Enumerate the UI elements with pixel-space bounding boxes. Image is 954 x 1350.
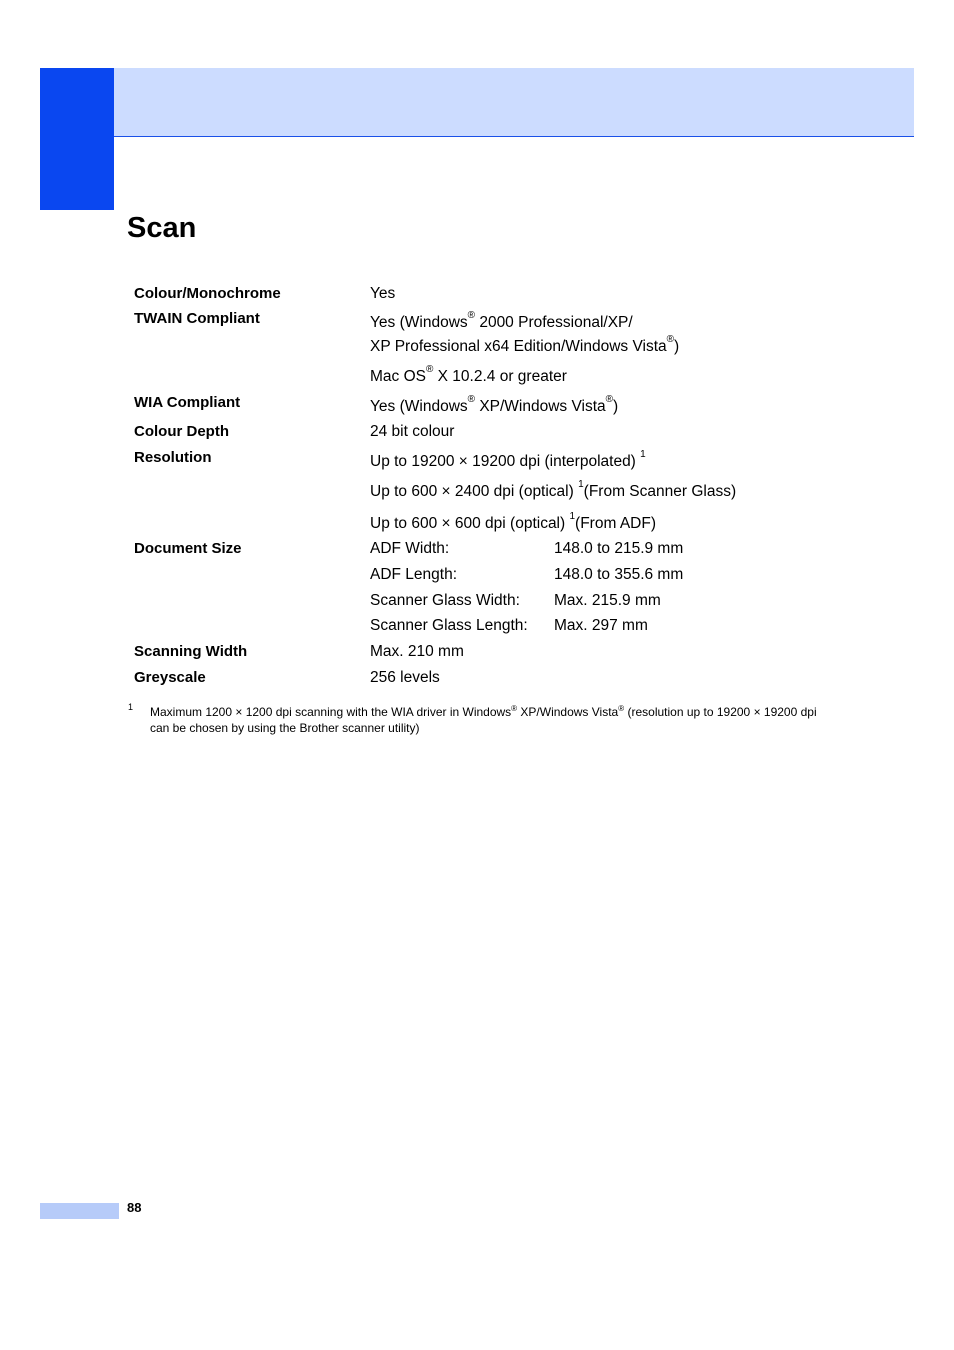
- page-number-bar: [40, 1203, 119, 1219]
- greyscale-value: 256 levels: [370, 669, 440, 686]
- footnote-text: Maximum 1200 × 1200 dpi scanning with the WIA driver in Windows® XP/Windows Vista® (resolution up to 19200 × 19200 dpi can be chosen by using the Brother scanner utility): [150, 704, 817, 735]
- twain-value-line3: Mac OS® X 10.2.4 or greater: [370, 364, 567, 385]
- docsize-name: Scanner Glass Length:: [370, 617, 528, 634]
- twain-value-line2: XP Professional x64 Edition/Windows Vista®): [370, 334, 680, 355]
- twain-value-line1: Yes (Windows® 2000 Professional/XP/: [370, 310, 633, 331]
- scanning-width-value: Max. 210 mm: [370, 643, 464, 660]
- docsize-value: Max. 215.9 mm: [554, 592, 661, 609]
- docsize-name: Scanner Glass Width:: [370, 592, 520, 609]
- depth-value: 24 bit colour: [370, 423, 455, 440]
- docsize-name: ADF Width:: [370, 540, 450, 557]
- depth-label: Colour Depth: [134, 423, 229, 440]
- footnote-mark: 1: [128, 702, 134, 712]
- resolution-line1: Up to 19200 × 19200 dpi (interpolated) $^1$: [370, 449, 646, 470]
- docsize-value: Max. 297 mm: [554, 617, 648, 634]
- resolution-line2: Up to 600 × 2400 dpi (optical) $^1$(From Scanner Glass): [370, 479, 737, 500]
- scanning-width-label: Scanning Width: [134, 643, 248, 660]
- docsize-value: 148.0 to 355.6 mm: [554, 566, 684, 583]
- greyscale-label: Greyscale: [134, 669, 206, 686]
- page-number: 88: [127, 1200, 142, 1215]
- twain-label: TWAIN Compliant: [134, 310, 260, 327]
- docsize-name: ADF Length:: [370, 566, 458, 583]
- colour-label: Colour/Monochrome: [134, 285, 281, 302]
- docsize-value: 148.0 to 215.9 mm: [554, 540, 684, 557]
- page-title: Scan: [127, 212, 197, 244]
- chapter-tab: [40, 68, 114, 210]
- resolution-line3: Up to 600 × 600 dpi (optical) $^1$(From ADF): [370, 511, 656, 532]
- wia-value: Yes (Windows® XP/Windows Vista®): [370, 394, 619, 415]
- colour-value: Yes: [370, 285, 396, 302]
- header-band: [114, 68, 914, 137]
- resolution-label: Resolution: [134, 449, 212, 466]
- wia-label: WIA Compliant: [134, 394, 241, 411]
- docsize-label: Document Size: [134, 540, 242, 557]
